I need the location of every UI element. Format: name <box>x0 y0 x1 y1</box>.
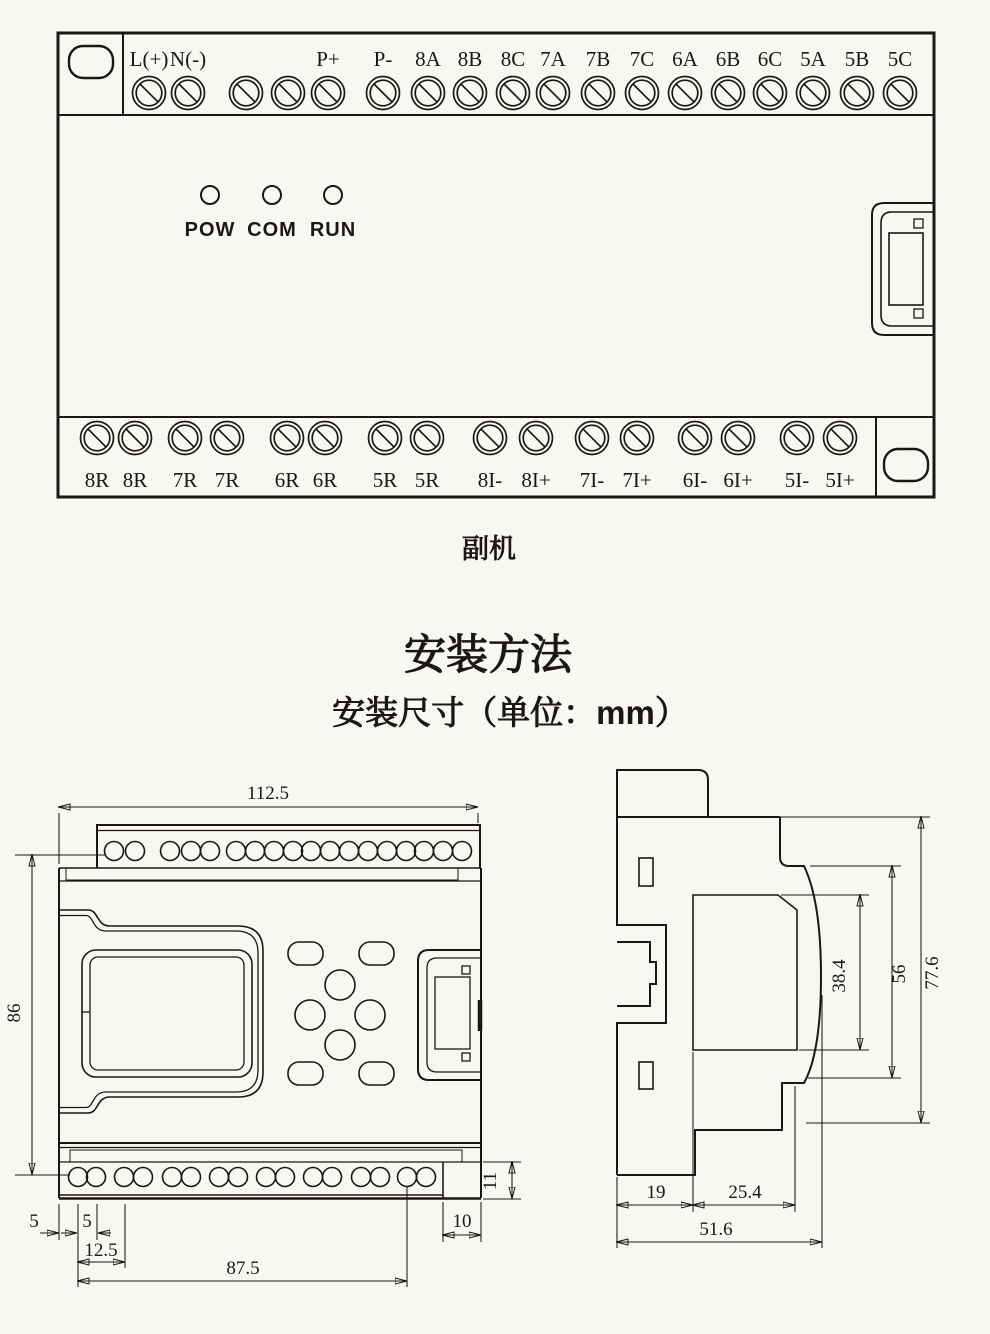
terminal-hole-icon <box>105 842 124 861</box>
terminal-label: 6B <box>715 47 741 71</box>
terminal-label: 5I- <box>784 468 810 492</box>
screw-terminal-icon <box>81 422 114 455</box>
screw-terminal-icon <box>369 422 402 455</box>
terminal-label: 7A <box>540 47 566 71</box>
terminal-label: 7R <box>214 468 240 492</box>
terminal-hole-icon <box>115 1168 134 1187</box>
screw-terminal-icon <box>679 422 712 455</box>
keypad-button <box>325 970 355 1000</box>
terminal-hole-icon <box>257 1168 276 1187</box>
dimension-label: 10 <box>452 1211 472 1232</box>
terminal-label: 6R <box>312 468 338 492</box>
screw-terminal-icon <box>712 77 745 110</box>
terminal-label: 5R <box>414 468 440 492</box>
screw-terminal-icon <box>754 77 787 110</box>
terminal-hole-icon <box>453 842 472 861</box>
keypad-button <box>355 1000 385 1030</box>
terminal-label: 5I+ <box>825 468 855 492</box>
keypad-button <box>359 1062 394 1085</box>
side-profile <box>617 817 821 1175</box>
screw-terminal-icon <box>497 77 530 110</box>
front-top-terminal-holes <box>105 842 472 861</box>
terminal-hole-icon <box>69 1168 88 1187</box>
terminal-label: N(-) <box>169 47 207 71</box>
dimension-label: 112.5 <box>246 783 290 804</box>
keypad-button <box>295 1000 325 1030</box>
side-panel-face <box>693 895 797 1050</box>
terminal-hole-icon <box>227 842 246 861</box>
terminal-hole-icon <box>359 842 378 861</box>
screw-terminal-icon <box>537 77 570 110</box>
terminal-label: L(+) <box>129 47 169 71</box>
terminal-label: 5B <box>844 47 870 71</box>
terminal-hole-icon <box>134 1168 153 1187</box>
terminal-label: 7I+ <box>622 468 652 492</box>
device-caption: 副机 <box>462 534 516 564</box>
terminal-hole-icon <box>182 1168 201 1187</box>
terminal-label: 7C <box>629 47 655 71</box>
screw-terminal-icon <box>582 77 615 110</box>
screw-terminal-icon <box>271 422 304 455</box>
terminal-label: 7R <box>172 468 198 492</box>
dimension-label: 5 <box>82 1211 92 1232</box>
screw-terminal-icon <box>454 77 487 110</box>
terminal-label: 8I+ <box>521 468 551 492</box>
dimension-label: 19 <box>646 1182 666 1203</box>
terminal-label: 6I- <box>682 468 708 492</box>
install-title: 安装方法 <box>403 631 573 678</box>
led-indicators <box>185 186 357 241</box>
terminal-hole-icon <box>163 1168 182 1187</box>
terminal-hole-icon <box>304 1168 323 1187</box>
dimension-label: 38.4 <box>829 959 850 993</box>
front-view <box>4 783 521 1287</box>
terminal-hole-icon <box>378 842 397 861</box>
terminal-hole-icon <box>415 842 434 861</box>
terminal-hole-icon <box>161 842 180 861</box>
screw-terminal-icon <box>884 77 917 110</box>
terminal-hole-icon <box>434 842 453 861</box>
top-terminal-row <box>130 47 917 110</box>
screw-terminal-icon <box>119 422 152 455</box>
dimension-label: 56 <box>889 964 910 984</box>
com-led-label: COM <box>247 219 297 241</box>
terminal-hole-icon <box>371 1168 390 1187</box>
screw-terminal-icon <box>722 422 755 455</box>
terminal-label: 7I- <box>579 468 605 492</box>
terminal-label: 8C <box>500 47 526 71</box>
din-rail-clip <box>617 942 656 1006</box>
expansion-connector-icon <box>872 203 933 335</box>
terminal-label: 8A <box>415 47 441 71</box>
install-subtitle: 安装尺寸（单位：mm） <box>332 694 688 731</box>
terminal-hole-icon <box>126 842 145 861</box>
terminal-hole-icon <box>284 842 303 861</box>
terminal-label: 6C <box>757 47 783 71</box>
mounting-slot-top-left <box>69 46 113 78</box>
display-screen <box>82 950 252 1077</box>
screw-terminal-icon <box>621 422 654 455</box>
screw-terminal-icon <box>474 422 507 455</box>
terminal-hole-icon <box>321 842 340 861</box>
com-led-icon <box>263 186 281 204</box>
keypad-button <box>359 942 394 965</box>
screw-terminal-icon <box>172 77 205 110</box>
terminal-label: 6R <box>274 468 300 492</box>
dimension-label: 11 <box>480 1171 501 1191</box>
terminal-label: 6I+ <box>723 468 753 492</box>
screw-terminal-icon <box>520 422 553 455</box>
side-view <box>617 770 943 1248</box>
keypad <box>288 942 394 1085</box>
terminal-hole-icon <box>265 842 284 861</box>
run-led-icon <box>324 186 342 204</box>
screw-terminal-icon <box>411 422 444 455</box>
terminal-label: 5R <box>372 468 398 492</box>
dimension-label: 51.6 <box>699 1219 733 1240</box>
terminal-label: 5C <box>887 47 913 71</box>
terminal-hole-icon <box>323 1168 342 1187</box>
screw-terminal-icon <box>272 77 305 110</box>
screw-terminal-icon <box>841 77 874 110</box>
terminal-hole-icon <box>182 842 201 861</box>
terminal-label: 8I- <box>477 468 503 492</box>
screw-terminal-icon <box>824 422 857 455</box>
terminal-label: 7B <box>585 47 611 71</box>
dimension-label: 77.6 <box>922 956 943 990</box>
terminal-hole-icon <box>398 1168 417 1187</box>
screw-terminal-icon <box>781 422 814 455</box>
screw-terminal-icon <box>133 77 166 110</box>
dimension-label: 86 <box>4 1003 25 1023</box>
screw-terminal-icon <box>669 77 702 110</box>
screw-terminal-icon <box>367 77 400 110</box>
screw-terminal-icon <box>230 77 263 110</box>
dimension-label: 12.5 <box>84 1240 118 1261</box>
keypad-button <box>288 942 323 965</box>
terminal-hole-icon <box>276 1168 295 1187</box>
terminal-label: 6A <box>672 47 698 71</box>
front-bottom-terminal-holes <box>69 1168 436 1187</box>
screw-terminal-icon <box>626 77 659 110</box>
front-expansion-connector-icon <box>418 950 480 1080</box>
keypad-button <box>288 1062 323 1085</box>
pow-led-label: POW <box>184 219 236 241</box>
screw-terminal-icon <box>169 422 202 455</box>
terminal-hole-icon <box>397 842 416 861</box>
terminal-hole-icon <box>340 842 359 861</box>
side-view-dimensions <box>617 817 943 1248</box>
screw-terminal-icon <box>312 77 345 110</box>
keypad-button <box>325 1030 355 1060</box>
dimension-label: 87.5 <box>226 1258 260 1279</box>
dimension-label: 25.4 <box>728 1182 762 1203</box>
screw-terminal-icon <box>412 77 445 110</box>
terminal-hole-icon <box>210 1168 229 1187</box>
terminal-hole-icon <box>302 842 321 861</box>
mounting-slot-bottom-right <box>884 449 928 481</box>
terminal-label: 8R <box>84 468 110 492</box>
screw-terminal-icon <box>797 77 830 110</box>
terminal-label: 5A <box>800 47 826 71</box>
terminal-hole-icon <box>229 1168 248 1187</box>
terminal-hole-icon <box>246 842 265 861</box>
terminal-hole-icon <box>417 1168 436 1187</box>
run-led-label: RUN <box>309 219 357 241</box>
terminal-label: 8R <box>122 468 148 492</box>
screw-terminal-icon <box>211 422 244 455</box>
terminal-hole-icon <box>352 1168 371 1187</box>
screw-terminal-icon <box>309 422 342 455</box>
screw-terminal-icon <box>576 422 609 455</box>
terminal-label: P+ <box>316 47 340 71</box>
bottom-terminal-row <box>81 422 857 493</box>
terminal-hole-icon <box>87 1168 106 1187</box>
pow-led-icon <box>201 186 219 204</box>
dimension-label: 5 <box>29 1211 39 1232</box>
device-diagram <box>58 33 934 497</box>
terminal-label: 8B <box>457 47 483 71</box>
terminal-label: P- <box>373 47 393 71</box>
terminal-hole-icon <box>201 842 220 861</box>
